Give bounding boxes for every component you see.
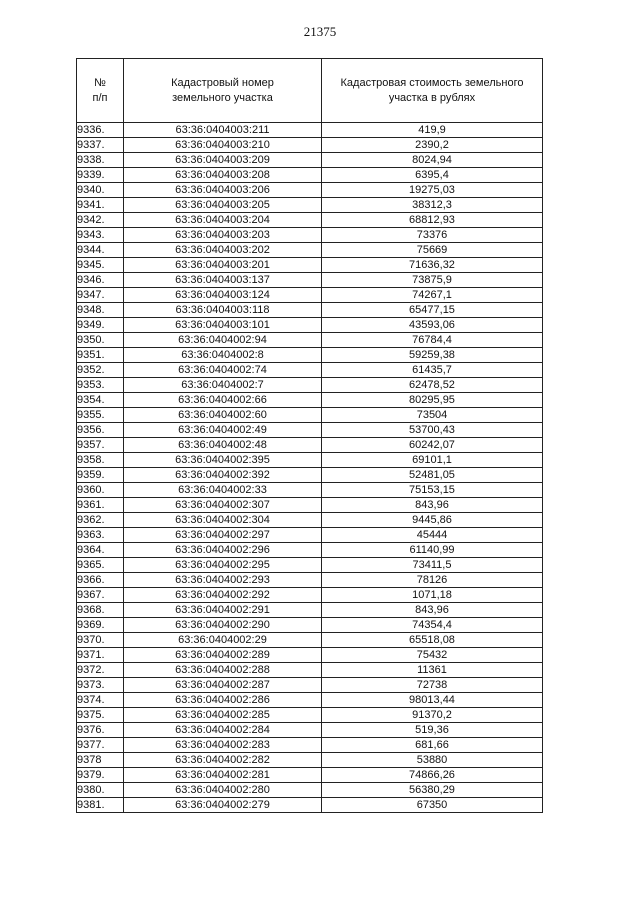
cadastral-value-cell: 75153,15 (322, 483, 543, 498)
cadastral-value-cell: 75669 (322, 243, 543, 258)
table-row (77, 498, 543, 513)
row-number-cell: 9376. (77, 723, 124, 738)
row-number-cell: 9371. (77, 648, 124, 663)
table-row (77, 213, 543, 228)
row-number-cell: 9345. (77, 258, 124, 273)
cadastral-number-cell: 63:36:0404002:48 (124, 438, 322, 453)
cadastral-value-cell: 61140,99 (322, 543, 543, 558)
cadastral-value-cell: 76784,4 (322, 333, 543, 348)
row-number-cell: 9357. (77, 438, 124, 453)
cadastral-number-cell: 63:36:0404002:66 (124, 393, 322, 408)
cadastral-value-cell: 53880 (322, 753, 543, 768)
table-row (77, 288, 543, 303)
cadastral-value-cell: 71636,32 (322, 258, 543, 273)
cadastral-number-cell: 63:36:0404002:295 (124, 558, 322, 573)
cadastral-number-cell: 63:36:0404002:392 (124, 468, 322, 483)
row-number-cell: 9369. (77, 618, 124, 633)
table-header (77, 59, 543, 123)
cadastral-value-cell: 43593,06 (322, 318, 543, 333)
row-number-cell: 9365. (77, 558, 124, 573)
row-number-cell: 9368. (77, 603, 124, 618)
cadastral-number-cell: 63:36:0404002:287 (124, 678, 322, 693)
row-number-cell: 9344. (77, 243, 124, 258)
header-label: № п/п (92, 76, 108, 104)
row-number-cell: 9354. (77, 393, 124, 408)
cadastral-value-cell: 60242,07 (322, 438, 543, 453)
cadastral-number-cell: 63:36:0404003:204 (124, 213, 322, 228)
cadastral-value-table (76, 58, 543, 813)
cadastral-value-cell: 78126 (322, 573, 543, 588)
header-cadastral-number (124, 59, 322, 123)
table-row (77, 153, 543, 168)
cadastral-value-cell: 91370,2 (322, 708, 543, 723)
cadastral-value-cell: 73411,5 (322, 558, 543, 573)
row-number-cell: 9378 (77, 753, 124, 768)
row-number-cell: 9343. (77, 228, 124, 243)
cadastral-number-cell: 63:36:0404002:8 (124, 348, 322, 363)
cadastral-number-cell: 63:36:0404002:29 (124, 633, 322, 648)
row-number-cell: 9350. (77, 333, 124, 348)
table-row (77, 633, 543, 648)
cadastral-number-cell: 63:36:0404002:297 (124, 528, 322, 543)
cadastral-value-cell: 62478,52 (322, 378, 543, 393)
table-row (77, 258, 543, 273)
cadastral-number-cell: 63:36:0404002:280 (124, 783, 322, 798)
table-row (77, 408, 543, 423)
table-row (77, 423, 543, 438)
row-number-cell: 9372. (77, 663, 124, 678)
cadastral-value-cell: 11361 (322, 663, 543, 678)
table-row (77, 738, 543, 753)
cadastral-value-cell: 74866,26 (322, 768, 543, 783)
cadastral-value-cell: 61435,7 (322, 363, 543, 378)
table-row (77, 138, 543, 153)
header-row (77, 59, 543, 123)
row-number-cell: 9340. (77, 183, 124, 198)
table-row (77, 168, 543, 183)
table-row (77, 468, 543, 483)
cadastral-value-cell: 45444 (322, 528, 543, 543)
cadastral-value-cell: 59259,38 (322, 348, 543, 363)
row-number-cell: 9339. (77, 168, 124, 183)
table-row (77, 243, 543, 258)
cadastral-value-cell: 72738 (322, 678, 543, 693)
cadastral-value-cell: 6395,4 (322, 168, 543, 183)
cadastral-value-cell: 67350 (322, 798, 543, 813)
table-row (77, 198, 543, 213)
table-row (77, 228, 543, 243)
cadastral-number-cell: 63:36:0404002:33 (124, 483, 322, 498)
cadastral-number-cell: 63:36:0404002:279 (124, 798, 322, 813)
row-number-cell: 9379. (77, 768, 124, 783)
cadastral-number-cell: 63:36:0404003:203 (124, 228, 322, 243)
cadastral-number-cell: 63:36:0404003:210 (124, 138, 322, 153)
cadastral-value-cell: 73376 (322, 228, 543, 243)
table-row (77, 723, 543, 738)
table-row (77, 483, 543, 498)
row-number-cell: 9366. (77, 573, 124, 588)
table-row (77, 693, 543, 708)
table-row (77, 438, 543, 453)
cadastral-value-cell: 65518,08 (322, 633, 543, 648)
cadastral-number-cell: 63:36:0404002:288 (124, 663, 322, 678)
cadastral-number-cell: 63:36:0404003:101 (124, 318, 322, 333)
cadastral-number-cell: 63:36:0404003:137 (124, 273, 322, 288)
row-number-cell: 9373. (77, 678, 124, 693)
table-row (77, 513, 543, 528)
row-number-cell: 9358. (77, 453, 124, 468)
row-number-cell: 9348. (77, 303, 124, 318)
cadastral-number-cell: 63:36:0404002:94 (124, 333, 322, 348)
cadastral-value-cell: 843,96 (322, 603, 543, 618)
table-row (77, 318, 543, 333)
cadastral-value-cell: 52481,05 (322, 468, 543, 483)
header-cadastral-value (322, 59, 543, 123)
cadastral-value-cell: 68812,93 (322, 213, 543, 228)
row-number-cell: 9342. (77, 213, 124, 228)
cadastral-number-cell: 63:36:0404002:395 (124, 453, 322, 468)
cadastral-number-cell: 63:36:0404003:201 (124, 258, 322, 273)
row-number-cell: 9353. (77, 378, 124, 393)
cadastral-number-cell: 63:36:0404002:292 (124, 588, 322, 603)
row-number-cell: 9364. (77, 543, 124, 558)
cadastral-value-cell: 419,9 (322, 123, 543, 138)
cadastral-value-cell: 9445,86 (322, 513, 543, 528)
table-row (77, 618, 543, 633)
header-row-number (77, 59, 124, 123)
cadastral-value-cell: 74354,4 (322, 618, 543, 633)
table-row (77, 453, 543, 468)
header-label: Кадастровая стоимость земельного участка в рублях (340, 76, 524, 104)
row-number-cell: 9355. (77, 408, 124, 423)
header-label: Кадастровый номер земельного участка (171, 76, 274, 104)
cadastral-value-cell: 53700,43 (322, 423, 543, 438)
cadastral-number-cell: 63:36:0404003:202 (124, 243, 322, 258)
cadastral-value-cell: 19275,03 (322, 183, 543, 198)
row-number-cell: 9374. (77, 693, 124, 708)
table-row (77, 378, 543, 393)
cadastral-value-cell: 80295,95 (322, 393, 543, 408)
cadastral-value-cell: 75432 (322, 648, 543, 663)
row-number-cell: 9362. (77, 513, 124, 528)
row-number-cell: 9338. (77, 153, 124, 168)
table-row (77, 363, 543, 378)
table-row (77, 603, 543, 618)
cadastral-value-cell: 843,96 (322, 498, 543, 513)
cadastral-number-cell: 63:36:0404002:291 (124, 603, 322, 618)
row-number-cell: 9347. (77, 288, 124, 303)
cadastral-value-cell: 98013,44 (322, 693, 543, 708)
row-number-cell: 9336. (77, 123, 124, 138)
row-number-cell: 9381. (77, 798, 124, 813)
table-row (77, 663, 543, 678)
table-body (77, 123, 543, 813)
cadastral-value-cell: 38312,3 (322, 198, 543, 213)
cadastral-number-cell: 63:36:0404003:206 (124, 183, 322, 198)
table-row (77, 333, 543, 348)
cadastral-value-cell: 65477,15 (322, 303, 543, 318)
cadastral-value-cell: 1071,18 (322, 588, 543, 603)
table-row (77, 783, 543, 798)
row-number-cell: 9380. (77, 783, 124, 798)
cadastral-value-cell: 56380,29 (322, 783, 543, 798)
table-row (77, 303, 543, 318)
row-number-cell: 9361. (77, 498, 124, 513)
cadastral-number-cell: 63:36:0404002:293 (124, 573, 322, 588)
cadastral-number-cell: 63:36:0404002:296 (124, 543, 322, 558)
table-row (77, 573, 543, 588)
row-number-cell: 9363. (77, 528, 124, 543)
cadastral-number-cell: 63:36:0404002:74 (124, 363, 322, 378)
row-number-cell: 9359. (77, 468, 124, 483)
row-number-cell: 9337. (77, 138, 124, 153)
cadastral-number-cell: 63:36:0404002:290 (124, 618, 322, 633)
cadastral-number-cell: 63:36:0404002:60 (124, 408, 322, 423)
table-row (77, 708, 543, 723)
cadastral-value-cell: 681,66 (322, 738, 543, 753)
row-number-cell: 9377. (77, 738, 124, 753)
row-number-cell: 9375. (77, 708, 124, 723)
cadastral-number-cell: 63:36:0404002:307 (124, 498, 322, 513)
row-number-cell: 9346. (77, 273, 124, 288)
cadastral-number-cell: 63:36:0404003:205 (124, 198, 322, 213)
table-row (77, 588, 543, 603)
page-number: 21375 (303, 24, 337, 39)
cadastral-number-cell: 63:36:0404002:282 (124, 753, 322, 768)
table-row (77, 528, 543, 543)
cadastral-number-cell: 63:36:0404003:208 (124, 168, 322, 183)
cadastral-number-cell: 63:36:0404002:286 (124, 693, 322, 708)
cadastral-number-cell: 63:36:0404002:281 (124, 768, 322, 783)
cadastral-value-cell: 519,36 (322, 723, 543, 738)
row-number-cell: 9341. (77, 198, 124, 213)
row-number-cell: 9367. (77, 588, 124, 603)
cadastral-value-cell: 74267,1 (322, 288, 543, 303)
cadastral-number-cell: 63:36:0404003:118 (124, 303, 322, 318)
table-row (77, 753, 543, 768)
cadastral-value-cell: 73504 (322, 408, 543, 423)
cadastral-number-cell: 63:36:0404002:289 (124, 648, 322, 663)
cadastral-number-cell: 63:36:0404003:124 (124, 288, 322, 303)
cadastral-value-cell: 69101,1 (322, 453, 543, 468)
table-row (77, 183, 543, 198)
cadastral-number-cell: 63:36:0404002:304 (124, 513, 322, 528)
cadastral-value-cell: 73875,9 (322, 273, 543, 288)
row-number-cell: 9349. (77, 318, 124, 333)
cadastral-number-cell: 63:36:0404002:7 (124, 378, 322, 393)
table-row (77, 543, 543, 558)
row-number-cell: 9351. (77, 348, 124, 363)
cadastral-value-cell: 8024,94 (322, 153, 543, 168)
cadastral-number-cell: 63:36:0404003:211 (124, 123, 322, 138)
cadastral-number-cell: 63:36:0404002:284 (124, 723, 322, 738)
row-number-cell: 9352. (77, 363, 124, 378)
table-row (77, 273, 543, 288)
cadastral-number-cell: 63:36:0404002:285 (124, 708, 322, 723)
cadastral-number-cell: 63:36:0404002:283 (124, 738, 322, 753)
cadastral-value-cell: 2390,2 (322, 138, 543, 153)
table-row (77, 123, 543, 138)
row-number-cell: 9356. (77, 423, 124, 438)
row-number-cell: 9360. (77, 483, 124, 498)
row-number-cell: 9370. (77, 633, 124, 648)
cadastral-number-cell: 63:36:0404003:209 (124, 153, 322, 168)
table-row (77, 798, 543, 813)
table-row (77, 348, 543, 363)
table-row (77, 678, 543, 693)
table-row (77, 768, 543, 783)
table-row (77, 648, 543, 663)
cadastral-number-cell: 63:36:0404002:49 (124, 423, 322, 438)
table-row (77, 558, 543, 573)
table-row (77, 393, 543, 408)
